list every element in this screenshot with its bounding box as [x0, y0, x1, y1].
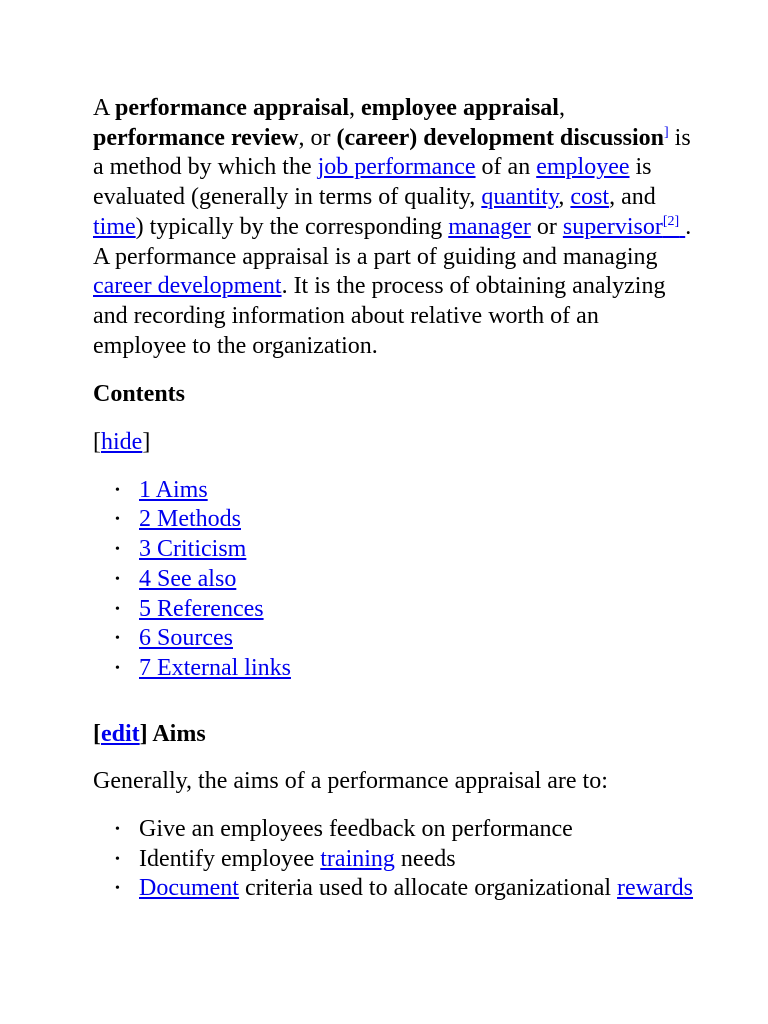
aims-item-document: [115, 874, 694, 904]
aims-item-text: criteria used to allocate organizational: [238, 875, 618, 902]
bullet-icon: •: [115, 512, 120, 528]
bullet-icon: •: [115, 851, 120, 867]
intro-paragraph: [93, 94, 693, 361]
aims-item-training: [115, 845, 693, 875]
intro-text: , and: [609, 184, 656, 211]
aims-intro: Generally, the aims of a performance appraisal are to:: [93, 768, 608, 795]
intro-text: or: [530, 213, 563, 240]
section-title: Aims: [152, 720, 206, 747]
bracket: [: [93, 429, 101, 456]
link-manager[interactable]: manager: [448, 213, 531, 240]
toc-link-references[interactable]: 5 References: [139, 595, 264, 622]
contents-item-aims: [115, 476, 693, 506]
contents-item-external-links: [115, 654, 693, 684]
intro-text: . A performance appraisal is a part of guiding and managing: [93, 213, 692, 270]
toc-link-sources[interactable]: 6 Sources: [139, 625, 233, 652]
intro-text: ) typically by the corresponding: [135, 213, 449, 240]
link-employee[interactable]: employee: [536, 154, 630, 181]
contents-item-see-also: [115, 565, 693, 595]
section-heading-aims: [93, 720, 693, 750]
bullet-icon: •: [115, 601, 120, 617]
link-quantity[interactable]: quantity: [481, 184, 559, 211]
aims-item-text: Give an employees feedback on performance: [139, 816, 573, 843]
article-body: [93, 94, 693, 904]
intro-text: ,: [348, 95, 361, 121]
intro-text: is evaluated (generally in terms of quality,: [93, 154, 652, 211]
bracket: ]: [139, 720, 153, 747]
link-supervisor[interactable]: [563, 214, 685, 240]
toc-link-aims[interactable]: 1 Aims: [139, 476, 208, 503]
term-employee-appraisal: employee appraisal: [360, 95, 559, 121]
link-cost[interactable]: cost: [570, 184, 610, 211]
bullet-icon: •: [115, 542, 120, 558]
intro-text: ,: [558, 184, 571, 211]
hide-toggle-link[interactable]: hide: [101, 429, 143, 456]
toc-link-methods[interactable]: 2 Methods: [139, 506, 241, 533]
intro-text: is a method by which the: [93, 124, 691, 181]
citation-link-1[interactable]: ]: [663, 124, 669, 140]
link-career-development[interactable]: career development: [93, 273, 282, 300]
contents-toggle: [93, 428, 693, 458]
intro-text: , or: [298, 124, 337, 151]
intro-text: . It is the process of obtaining analyzing and recording information about relative worth of an employee to the organization.: [93, 273, 666, 359]
bullet-icon: •: [115, 881, 120, 897]
link-job-performance[interactable]: job performance: [317, 154, 476, 181]
bracket: [: [93, 720, 101, 747]
bullet-icon: •: [115, 631, 120, 647]
aims-item-text: Identify employee: [139, 845, 321, 872]
aims-list: [93, 815, 693, 904]
link-supervisor-label: supervisor: [562, 213, 663, 240]
intro-text: ,: [558, 95, 565, 121]
toc-link-see-also[interactable]: 4 See also: [139, 565, 237, 592]
contents-item-criticism: [115, 535, 693, 565]
term-performance-review: performance review: [93, 124, 299, 151]
aims-item-feedback: [115, 815, 693, 845]
intro-text: A: [93, 95, 116, 121]
link-document[interactable]: Document: [139, 875, 239, 902]
toc-link-external-links[interactable]: 7 External links: [139, 654, 291, 681]
contents-item-methods: [115, 505, 693, 535]
edit-section-link[interactable]: edit: [101, 720, 140, 747]
bullet-icon: •: [115, 660, 120, 676]
citation-2: [2]: [662, 213, 680, 229]
contents-list: [93, 476, 693, 684]
intro-text: of an: [475, 154, 537, 181]
contents-heading: Contents: [93, 381, 186, 408]
contents-item-references: [115, 595, 693, 625]
term-development-discussion: (career) development discussion: [336, 124, 664, 151]
bullet-icon: •: [115, 482, 120, 498]
bullet-icon: •: [115, 571, 120, 587]
bracket: ]: [142, 429, 151, 456]
contents-item-sources: [115, 624, 693, 654]
toc-link-criticism[interactable]: 3 Criticism: [139, 536, 247, 563]
link-training[interactable]: training: [320, 845, 395, 872]
link-time[interactable]: time: [93, 213, 136, 240]
bullet-icon: •: [115, 822, 120, 838]
link-rewards[interactable]: rewards: [617, 875, 694, 902]
aims-item-text: needs: [394, 845, 456, 872]
term-performance-appraisal: performance appraisal: [115, 95, 349, 121]
